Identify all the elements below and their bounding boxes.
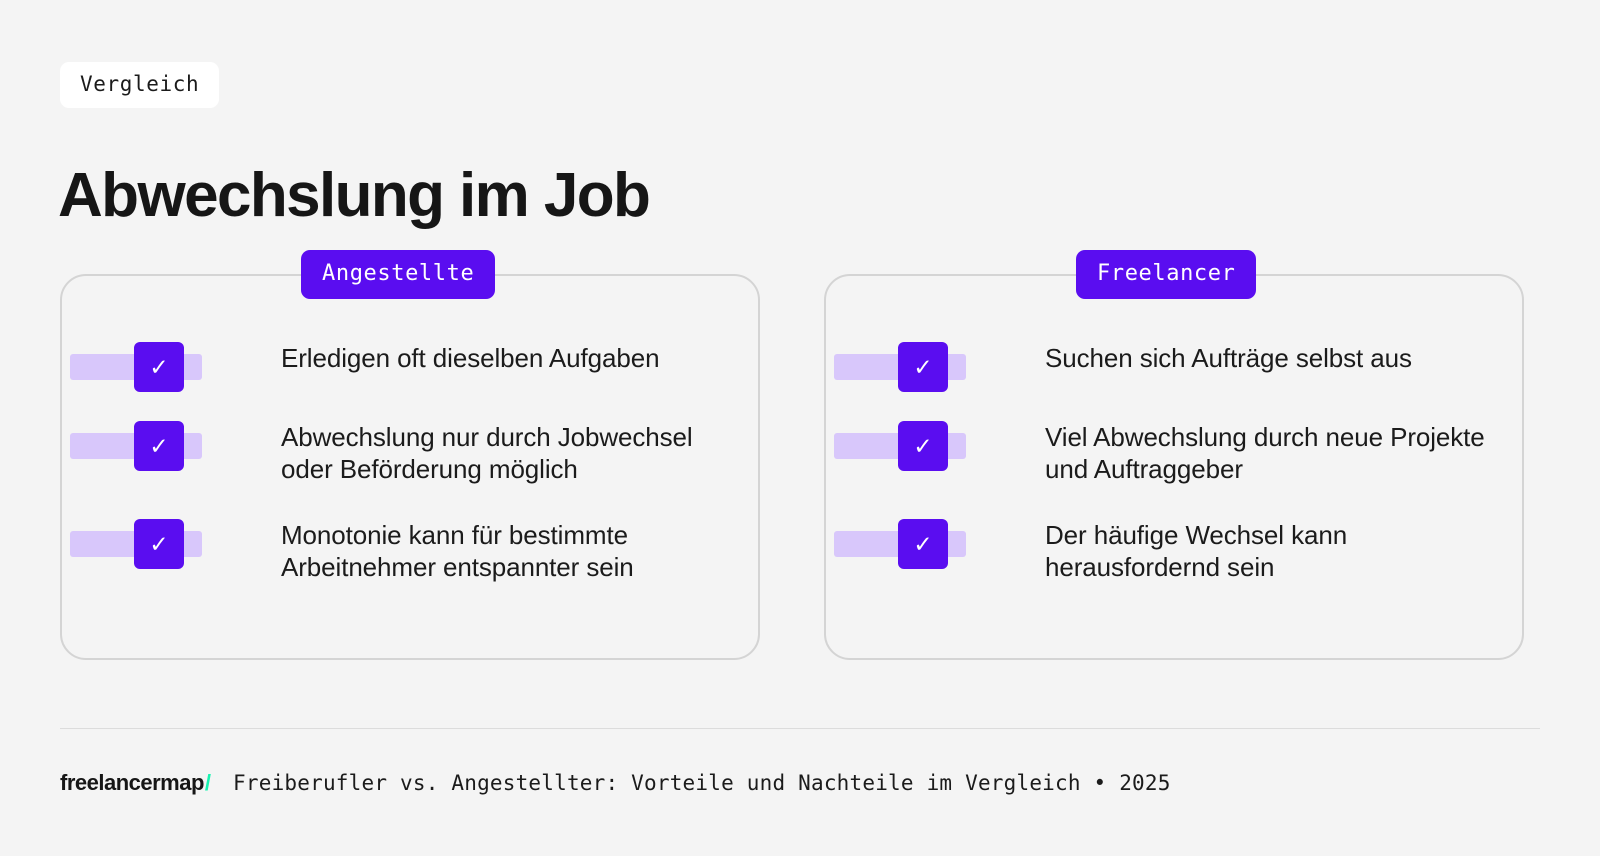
check-icon: ✓ <box>134 342 184 392</box>
list-item-label: Monotonie kann für bestimmte Arbeitnehmer entspannter sein <box>281 520 634 582</box>
card-badge-freelancer: Freelancer <box>1076 250 1256 299</box>
footer-caption: Freiberufler vs. Angestellter: Vorteile und Nachteile im Vergleich • 2025 <box>233 771 1171 795</box>
row-marker <box>70 421 202 471</box>
list-item <box>834 519 1486 583</box>
check-icon: ✓ <box>134 519 184 569</box>
check-icon: ✓ <box>898 519 948 569</box>
check-icon: ✓ <box>898 342 948 392</box>
eyebrow-label: Vergleich <box>60 62 219 108</box>
list-item <box>70 519 722 583</box>
row-marker <box>70 519 202 569</box>
footer <box>60 770 1171 796</box>
list-item <box>834 421 1486 485</box>
list-item-label: Viel Abwechslung durch neue Projekte und Auftraggeber <box>1045 422 1485 484</box>
page-title: Abwechslung im Job <box>58 160 650 230</box>
comparison-card-freelancer <box>824 274 1524 660</box>
card-badge-angestellte: Angestellte <box>301 250 495 299</box>
list-item-label: Abwechslung nur durch Jobwechsel oder Beförderung möglich <box>281 422 693 484</box>
list-item <box>70 342 659 392</box>
list-item-label: Suchen sich Aufträge selbst aus <box>1045 343 1412 373</box>
footer-divider <box>60 728 1540 729</box>
brand-slash-icon: / <box>204 770 212 795</box>
row-marker <box>834 421 966 471</box>
comparison-card-angestellte <box>60 274 760 660</box>
list-item-label: Erledigen oft dieselben Aufgaben <box>281 343 660 373</box>
row-marker <box>70 342 202 392</box>
list-item <box>834 342 1412 392</box>
row-marker <box>834 342 966 392</box>
check-icon: ✓ <box>134 421 184 471</box>
list-item-label: Der häufige Wechsel kann herausfordernd sein <box>1045 520 1348 582</box>
brand-logo: freelancermap <box>60 770 204 795</box>
row-marker <box>834 519 966 569</box>
list-item <box>70 421 722 485</box>
check-icon: ✓ <box>898 421 948 471</box>
